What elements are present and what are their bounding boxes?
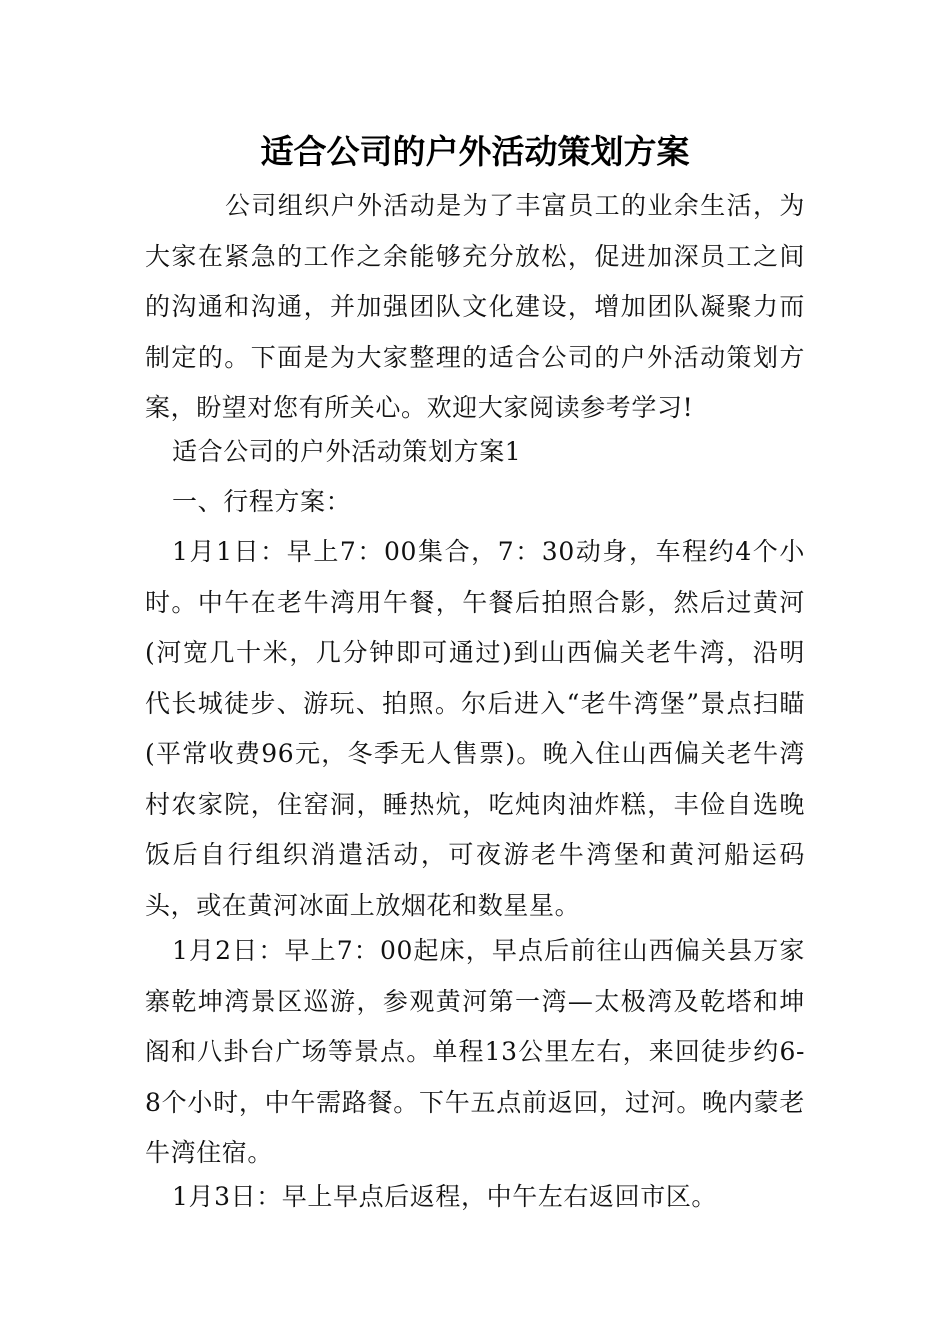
page-title: 适合公司的户外活动策划方案	[260, 132, 690, 171]
itinerary-heading: 一、行程方案：	[172, 487, 352, 516]
day-3-paragraph: 1月3日：早上早点后返程，中午左右返回市区。	[172, 1182, 718, 1211]
plan-1-subtitle: 适合公司的户外活动策划方案1	[172, 437, 522, 466]
day-2-paragraph: 1月2日：早上7：00起床，早点后前往山西偏关县万家寨乾坤湾景区巡游，参观黄河第一湾—太极湾及乾塔和坤阁和八卦台广场等景点。单程13公里左右，来回徒步约6-8个小时，中午需路餐。下午五点前返回，过河。晚内蒙老牛湾住宿。	[145, 936, 805, 1167]
day-1-paragraph: 1月1日：早上7：00集合，7：30动身，车程约4个小时。中午在老牛湾用午餐，午餐后拍照合影，然后过黄河(河宽几十米，几分钟即可通过)到山西偏关老牛湾，沿明代长城徒步、游玩、拍照。尔后进入“老牛湾堡”景点扫瞄(平常收费96元，冬季无人售票)。晚入住山西偏关老牛湾村农家院，住窑洞，睡热炕，吃炖肉油炸糕，丰俭自选晚饭后自行组织消遣活动，可夜游老牛湾堡和黄河船运码头，或在黄河冰面上放烟花和数星星。	[145, 537, 805, 920]
intro-paragraph: 公司组织户外活动是为了丰富员工的业余生活，为大家在紧急的工作之余能够充分放松，促进加深员工之间的沟通和沟通，并加强团队文化建设，增加团队凝聚力而制定的。下面是为大家整理的适合公司的户外活动策划方案，盼望对您有所关心。欢迎大家阅读参考学习!	[145, 191, 805, 422]
